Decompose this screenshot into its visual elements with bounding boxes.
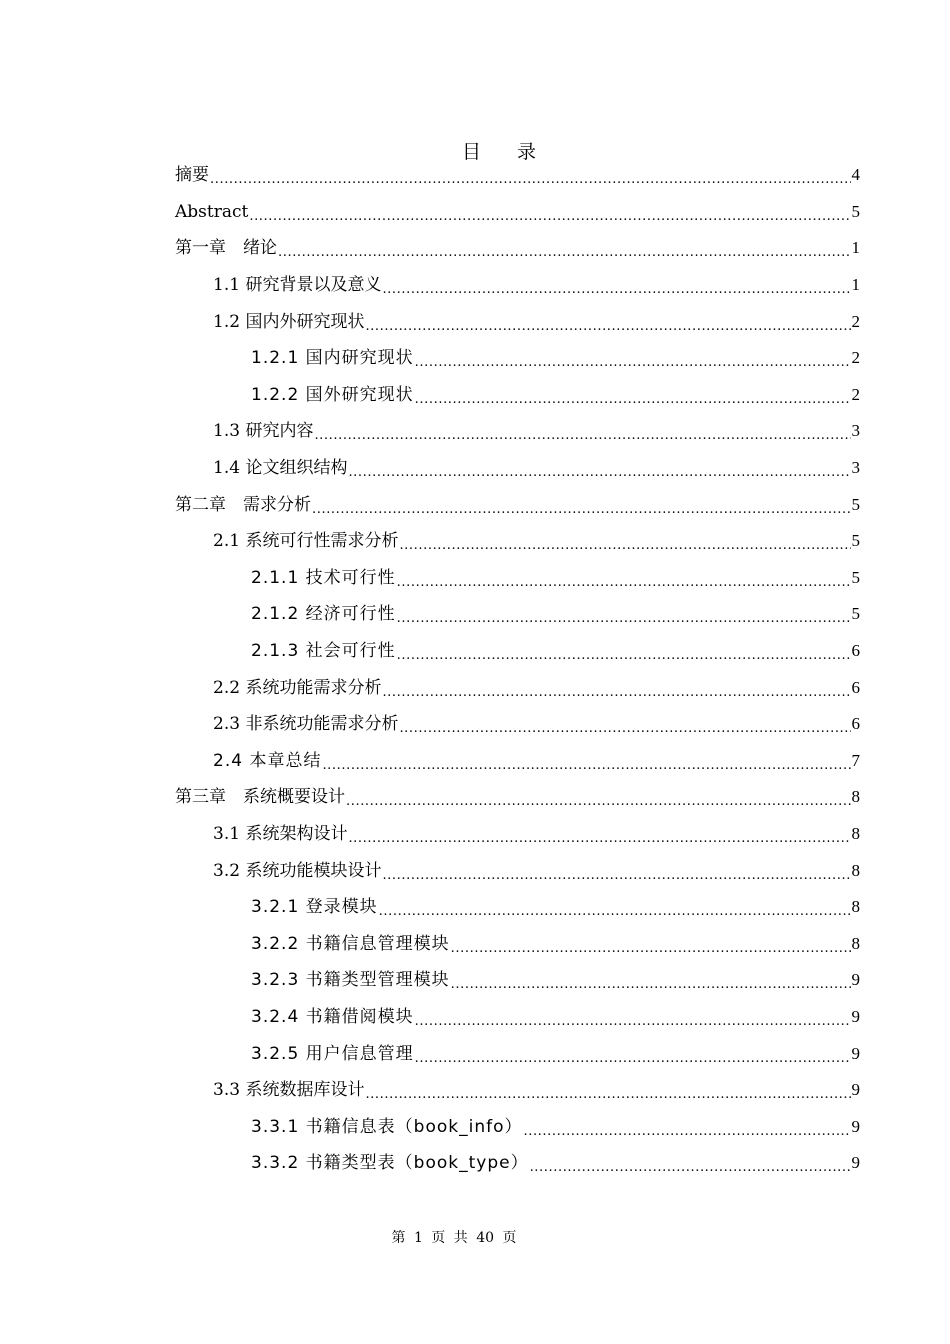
- toc-entry-page: 5: [851, 201, 860, 221]
- toc-entry-page: 3: [851, 458, 860, 478]
- toc-title-part2: 录: [517, 141, 537, 163]
- toc-entry-label: 摘要: [175, 165, 209, 186]
- toc-entry[interactable]: [175, 633, 860, 670]
- toc-entry-page: 6: [851, 677, 860, 697]
- toc-entry-page: 5: [851, 531, 860, 551]
- toc-leader-dots: [397, 560, 851, 596]
- toc-entry[interactable]: [175, 925, 860, 962]
- toc-entry-page: 9: [851, 970, 860, 990]
- toc-entry[interactable]: [175, 596, 860, 633]
- toc-entry-label: 2.3 非系统功能需求分析: [213, 714, 399, 735]
- toc-entry-label: 第三章 系统概要设计: [175, 787, 345, 808]
- toc-entry-page: 8: [851, 897, 860, 917]
- toc-entry-label: 1.2.1 国内研究现状: [251, 348, 414, 369]
- toc-entry-page: 3: [851, 421, 860, 441]
- toc-leader-dots: [314, 413, 850, 449]
- toc-entry[interactable]: [175, 523, 860, 560]
- toc-leader-dots: [530, 1145, 851, 1181]
- toc-leader-dots: [382, 853, 850, 889]
- toc-leader-dots: [399, 523, 850, 559]
- toc-entry-label: 3.1 系统架构设计: [213, 823, 348, 844]
- toc-leader-dots: [346, 779, 851, 815]
- toc-entry-page: 4: [851, 165, 860, 185]
- toc-leader-dots: [397, 633, 851, 669]
- toc-leader-dots: [451, 926, 851, 962]
- toc-leader-dots: [382, 670, 850, 706]
- toc-entry[interactable]: [175, 779, 860, 816]
- toc-entry-label: 3.3 系统数据库设计: [213, 1080, 365, 1101]
- toc-entry[interactable]: [175, 450, 860, 487]
- toc-entry-label: 3.3.2 书籍类型表（book_type）: [251, 1153, 529, 1174]
- toc-entry[interactable]: [175, 560, 860, 597]
- toc-entry-label: 3.3.1 书籍信息表（book_info）: [251, 1116, 523, 1137]
- toc-entry-page: 9: [851, 1080, 860, 1100]
- toc-leader-dots: [210, 157, 851, 193]
- toc-entry[interactable]: [175, 340, 860, 377]
- toc-entry-label: 2.1.2 经济可行性: [251, 604, 396, 625]
- toc-leader-dots: [365, 304, 850, 340]
- toc-leader-dots: [415, 377, 851, 413]
- toc-leader-dots: [399, 706, 850, 742]
- toc-entry[interactable]: [175, 377, 860, 414]
- toc-leader-dots: [382, 267, 850, 303]
- toc-entry[interactable]: [175, 999, 860, 1036]
- toc-entry-page: 8: [851, 933, 860, 953]
- toc-entry[interactable]: [175, 889, 860, 926]
- toc-entry[interactable]: [175, 1072, 860, 1109]
- toc-entry[interactable]: [175, 267, 860, 304]
- toc-title-part1: 目: [461, 141, 481, 163]
- toc-leader-dots: [348, 450, 850, 486]
- toc-leader-dots: [451, 962, 851, 998]
- toc-leader-dots: [312, 487, 851, 523]
- toc-entry[interactable]: [175, 413, 860, 450]
- toc-entry[interactable]: [175, 303, 860, 340]
- toc-leader-dots: [415, 340, 851, 376]
- toc-leader-dots: [278, 230, 851, 266]
- toc-leader-dots: [249, 194, 850, 230]
- toc-entry-label: 3.2 系统功能模块设计: [213, 860, 382, 881]
- toc-entry-page: 2: [851, 384, 860, 404]
- toc-leader-dots: [379, 889, 851, 925]
- toc-entry[interactable]: [175, 669, 860, 706]
- toc-entry[interactable]: [175, 194, 860, 231]
- toc-entry[interactable]: [175, 706, 860, 743]
- toc-entry-page: 9: [851, 1043, 860, 1063]
- toc-entry-page: 8: [851, 823, 860, 843]
- toc-entry-page: 9: [851, 1116, 860, 1136]
- toc-entry[interactable]: [175, 230, 860, 267]
- toc-leader-dots: [415, 1036, 851, 1072]
- table-of-contents: [175, 157, 860, 1182]
- toc-leader-dots: [415, 999, 851, 1035]
- toc-entry-label: 2.1.3 社会可行性: [251, 641, 396, 662]
- toc-leader-dots: [397, 596, 851, 632]
- toc-entry-label: 1.2 国内外研究现状: [213, 311, 365, 332]
- toc-entry-label: 第一章 绪论: [175, 238, 277, 259]
- toc-entry-page: 1: [851, 238, 860, 258]
- toc-entry-page: 6: [851, 641, 860, 661]
- toc-entry-page: 9: [851, 1006, 860, 1026]
- toc-entry[interactable]: [175, 157, 860, 194]
- toc-entry-page: 2: [851, 311, 860, 331]
- toc-entry-label: 1.1 研究背景以及意义: [213, 275, 382, 296]
- toc-entry-page: 8: [851, 860, 860, 880]
- toc-entry[interactable]: [175, 486, 860, 523]
- toc-entry-page: 2: [851, 348, 860, 368]
- toc-leader-dots: [365, 1072, 850, 1108]
- toc-entry[interactable]: [175, 962, 860, 999]
- toc-entry-page: 1: [851, 275, 860, 295]
- toc-entry-label: 3.2.4 书籍借阅模块: [251, 1006, 414, 1027]
- toc-entry[interactable]: [175, 816, 860, 853]
- toc-entry-page: 6: [851, 714, 860, 734]
- toc-entry-label: 1.2.2 国外研究现状: [251, 384, 414, 405]
- toc-entry-label: 1.3 研究内容: [213, 421, 314, 442]
- toc-leader-dots: [322, 743, 850, 779]
- toc-entry-label: Abstract: [175, 201, 249, 222]
- page-footer: 第 1 页 共 40 页: [391, 1230, 517, 1246]
- toc-entry-label: 3.2.1 登录模块: [251, 897, 378, 918]
- toc-entry-label: 第二章 需求分析: [175, 494, 311, 515]
- toc-entry-label: 2.4 本章总结: [213, 750, 322, 771]
- toc-entry[interactable]: [175, 743, 860, 780]
- toc-entry-label: 2.1 系统可行性需求分析: [213, 531, 399, 552]
- toc-leader-dots: [523, 1109, 850, 1145]
- toc-entry-label: 3.2.2 书籍信息管理模块: [251, 933, 450, 954]
- toc-entry[interactable]: [175, 1145, 860, 1182]
- toc-entry-label: 2.2 系统功能需求分析: [213, 677, 382, 698]
- toc-entry-label: 2.1.1 技术可行性: [251, 567, 396, 588]
- toc-leader-dots: [348, 816, 850, 852]
- toc-entry-label: 1.4 论文组织结构: [213, 458, 348, 479]
- toc-entry-page: 5: [851, 567, 860, 587]
- toc-entry-page: 5: [851, 494, 860, 514]
- toc-entry-label: 3.2.5 用户信息管理: [251, 1043, 414, 1064]
- toc-entry-page: 5: [851, 604, 860, 624]
- toc-entry-page: 8: [851, 787, 860, 807]
- toc-entry-page: 9: [851, 1153, 860, 1173]
- toc-entry[interactable]: [175, 1035, 860, 1072]
- toc-entry-page: 7: [851, 750, 860, 770]
- toc-entry[interactable]: [175, 852, 860, 889]
- toc-entry[interactable]: [175, 1108, 860, 1145]
- toc-entry-label: 3.2.3 书籍类型管理模块: [251, 970, 450, 991]
